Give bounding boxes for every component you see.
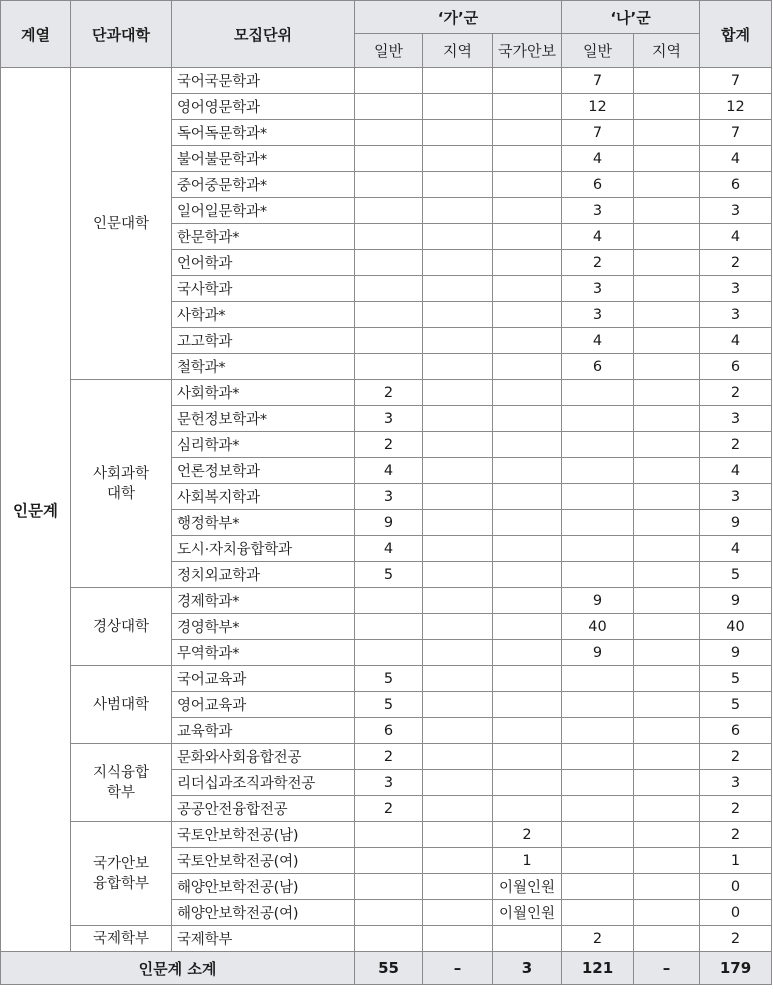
unit-cell: 경제학과* <box>172 588 355 614</box>
college-cell <box>71 926 172 952</box>
header-unit: 모집단위 <box>172 1 355 68</box>
unit-cell: 한문학과* <box>172 224 355 250</box>
unit-cell: 사학과* <box>172 302 355 328</box>
total-cell: 9 <box>700 510 772 536</box>
ga-general-cell: 4 <box>355 458 423 484</box>
unit-cell: 사회학과* <box>172 380 355 406</box>
total-cell: 4 <box>700 458 772 484</box>
ga-general-cell <box>355 146 423 172</box>
na-region-cell <box>634 354 700 380</box>
total-cell: 2 <box>700 744 772 770</box>
na-region-cell <box>634 796 700 822</box>
ga-region-cell <box>423 666 493 692</box>
ga-general-cell: 5 <box>355 666 423 692</box>
unit-cell: 불어불문학과* <box>172 146 355 172</box>
ga-security-cell <box>493 666 562 692</box>
college-name-line: 사회과학 <box>92 465 150 482</box>
ga-region-cell <box>423 640 493 666</box>
ga-region-cell <box>423 224 493 250</box>
na-general-cell: 3 <box>562 302 634 328</box>
unit-cell: 사회복지학과 <box>172 484 355 510</box>
na-region-cell <box>634 510 700 536</box>
ga-security-cell <box>493 692 562 718</box>
na-region-cell <box>634 94 700 120</box>
ga-general-cell <box>355 224 423 250</box>
ga-region-cell <box>423 250 493 276</box>
total-cell: 5 <box>700 562 772 588</box>
total-cell: 5 <box>700 692 772 718</box>
ga-security-cell <box>493 94 562 120</box>
unit-cell: 문헌정보학과* <box>172 406 355 432</box>
na-region-cell <box>634 926 700 952</box>
unit-cell: 국토안보학전공(남) <box>172 822 355 848</box>
unit-cell: 철학과* <box>172 354 355 380</box>
na-region-cell <box>634 562 700 588</box>
na-region-cell <box>634 198 700 224</box>
header-college: 단과대학 <box>71 1 172 68</box>
ga-security-cell <box>493 68 562 94</box>
table-row <box>1 744 772 770</box>
na-region-cell <box>634 484 700 510</box>
unit-cell: 국제학부 <box>172 926 355 952</box>
unit-cell: 해양안보학전공(남) <box>172 874 355 900</box>
ga-region-cell <box>423 484 493 510</box>
ga-general-cell <box>355 874 423 900</box>
ga-general-cell: 4 <box>355 536 423 562</box>
total-cell: 1 <box>700 848 772 874</box>
na-region-cell <box>634 588 700 614</box>
table-row <box>1 926 772 952</box>
ga-region-cell <box>423 68 493 94</box>
ga-region-cell <box>423 900 493 926</box>
college-name-line: 융합학부 <box>92 875 150 892</box>
na-general-cell <box>562 744 634 770</box>
ga-general-cell: 2 <box>355 744 423 770</box>
na-region-cell <box>634 328 700 354</box>
subtotal-label: 인문계 소계 <box>1 952 355 985</box>
unit-cell: 경영학부* <box>172 614 355 640</box>
header-ga-general: 일반 <box>355 34 423 68</box>
ga-security-cell <box>493 198 562 224</box>
na-region-cell <box>634 640 700 666</box>
total-cell: 2 <box>700 250 772 276</box>
na-region-cell <box>634 692 700 718</box>
na-general-cell <box>562 484 634 510</box>
ga-region-cell <box>423 874 493 900</box>
ga-general-cell <box>355 588 423 614</box>
ga-region-cell <box>423 744 493 770</box>
ga-general-cell: 5 <box>355 562 423 588</box>
ga-region-cell <box>423 302 493 328</box>
na-general-cell: 2 <box>562 250 634 276</box>
unit-cell: 국어국문학과 <box>172 68 355 94</box>
ga-general-cell <box>355 328 423 354</box>
subtotal-na-region: – <box>634 952 700 985</box>
total-cell: 4 <box>700 536 772 562</box>
table-body <box>1 68 772 952</box>
ga-general-cell: 5 <box>355 692 423 718</box>
subtotal-row <box>1 952 772 985</box>
college-cell <box>71 588 172 666</box>
ga-security-cell <box>493 328 562 354</box>
na-general-cell <box>562 380 634 406</box>
na-general-cell: 7 <box>562 68 634 94</box>
college-name-line: 대학 <box>106 485 135 502</box>
na-region-cell <box>634 848 700 874</box>
ga-security-cell <box>493 380 562 406</box>
total-cell: 2 <box>700 822 772 848</box>
ga-general-cell <box>355 120 423 146</box>
na-region-cell <box>634 432 700 458</box>
unit-cell: 행정학부* <box>172 510 355 536</box>
ga-general-cell: 2 <box>355 796 423 822</box>
na-region-cell <box>634 770 700 796</box>
college-name-line: 지식융합 <box>92 764 150 781</box>
total-cell: 4 <box>700 328 772 354</box>
ga-security-cell <box>493 120 562 146</box>
college-name-line: 사범대학 <box>92 696 150 713</box>
na-region-cell <box>634 172 700 198</box>
ga-region-cell <box>423 328 493 354</box>
header-total: 합계 <box>700 1 772 68</box>
subtotal-ga-region: – <box>423 952 493 985</box>
ga-general-cell <box>355 276 423 302</box>
na-general-cell <box>562 874 634 900</box>
na-general-cell <box>562 822 634 848</box>
ga-security-cell <box>493 510 562 536</box>
ga-general-cell <box>355 68 423 94</box>
total-cell: 3 <box>700 302 772 328</box>
ga-general-cell <box>355 250 423 276</box>
ga-security-cell: 이월인원 <box>493 900 562 926</box>
ga-region-cell <box>423 276 493 302</box>
table-row <box>1 68 772 94</box>
table-row <box>1 822 772 848</box>
total-cell: 2 <box>700 796 772 822</box>
na-general-cell: 3 <box>562 276 634 302</box>
header-group-ga: ‘가’군 <box>355 1 562 34</box>
na-general-cell <box>562 458 634 484</box>
unit-cell: 심리학과* <box>172 432 355 458</box>
ga-security-cell <box>493 718 562 744</box>
ga-region-cell <box>423 458 493 484</box>
total-cell: 4 <box>700 146 772 172</box>
total-cell: 12 <box>700 94 772 120</box>
total-cell: 6 <box>700 354 772 380</box>
ga-region-cell <box>423 94 493 120</box>
na-general-cell <box>562 692 634 718</box>
na-region-cell <box>634 68 700 94</box>
ga-general-cell <box>355 198 423 224</box>
ga-security-cell <box>493 926 562 952</box>
unit-cell: 영어영문학과 <box>172 94 355 120</box>
na-general-cell <box>562 770 634 796</box>
ga-region-cell <box>423 588 493 614</box>
unit-cell: 도시·자치융합학과 <box>172 536 355 562</box>
unit-cell: 일어일문학과* <box>172 198 355 224</box>
ga-security-cell <box>493 224 562 250</box>
ga-region-cell <box>423 146 493 172</box>
na-region-cell <box>634 276 700 302</box>
ga-region-cell <box>423 510 493 536</box>
ga-region-cell <box>423 614 493 640</box>
unit-cell: 언론정보학과 <box>172 458 355 484</box>
header-group-na: ‘나’군 <box>562 1 700 34</box>
unit-cell: 국사학과 <box>172 276 355 302</box>
ga-general-cell: 3 <box>355 406 423 432</box>
subtotal-na-general: 121 <box>562 952 634 985</box>
unit-cell: 공공안전융합전공 <box>172 796 355 822</box>
college-cell <box>71 822 172 926</box>
unit-cell: 정치외교학과 <box>172 562 355 588</box>
total-cell: 3 <box>700 770 772 796</box>
ga-security-cell <box>493 770 562 796</box>
na-region-cell <box>634 120 700 146</box>
ga-region-cell <box>423 198 493 224</box>
na-region-cell <box>634 744 700 770</box>
subtotal-ga-security: 3 <box>493 952 562 985</box>
ga-security-cell: 1 <box>493 848 562 874</box>
ga-region-cell <box>423 796 493 822</box>
college-name-line: 경상대학 <box>92 618 150 635</box>
total-cell: 7 <box>700 120 772 146</box>
na-general-cell <box>562 796 634 822</box>
unit-cell: 문화와사회융합전공 <box>172 744 355 770</box>
ga-general-cell <box>355 302 423 328</box>
ga-general-cell <box>355 640 423 666</box>
header-na-region: 지역 <box>634 34 700 68</box>
na-general-cell: 40 <box>562 614 634 640</box>
ga-region-cell <box>423 926 493 952</box>
na-general-cell <box>562 510 634 536</box>
na-general-cell: 4 <box>562 224 634 250</box>
na-region-cell <box>634 536 700 562</box>
unit-cell: 교육학과 <box>172 718 355 744</box>
ga-security-cell <box>493 406 562 432</box>
unit-cell: 독어독문학과* <box>172 120 355 146</box>
na-general-cell: 3 <box>562 198 634 224</box>
na-general-cell <box>562 432 634 458</box>
na-general-cell <box>562 848 634 874</box>
subtotal-total: 179 <box>700 952 772 985</box>
ga-general-cell <box>355 354 423 380</box>
ga-security-cell <box>493 354 562 380</box>
header-row-top <box>1 1 772 34</box>
ga-security-cell <box>493 146 562 172</box>
total-cell: 6 <box>700 172 772 198</box>
total-cell: 7 <box>700 68 772 94</box>
na-general-cell <box>562 562 634 588</box>
na-region-cell <box>634 822 700 848</box>
unit-cell: 해양안보학전공(여) <box>172 900 355 926</box>
na-general-cell <box>562 536 634 562</box>
na-region-cell <box>634 900 700 926</box>
ga-security-cell <box>493 562 562 588</box>
ga-security-cell <box>493 172 562 198</box>
na-general-cell <box>562 718 634 744</box>
ga-region-cell <box>423 822 493 848</box>
na-general-cell: 9 <box>562 640 634 666</box>
ga-general-cell <box>355 94 423 120</box>
ga-general-cell <box>355 900 423 926</box>
ga-security-cell: 2 <box>493 822 562 848</box>
unit-cell: 무역학과* <box>172 640 355 666</box>
ga-general-cell <box>355 848 423 874</box>
table-row <box>1 380 772 406</box>
total-cell: 3 <box>700 484 772 510</box>
ga-general-cell <box>355 822 423 848</box>
ga-security-cell <box>493 640 562 666</box>
na-region-cell <box>634 718 700 744</box>
unit-cell: 영어교육과 <box>172 692 355 718</box>
total-cell: 9 <box>700 640 772 666</box>
ga-region-cell <box>423 432 493 458</box>
total-cell: 0 <box>700 874 772 900</box>
na-general-cell <box>562 900 634 926</box>
ga-general-cell <box>355 614 423 640</box>
na-region-cell <box>634 666 700 692</box>
na-region-cell <box>634 146 700 172</box>
ga-general-cell: 9 <box>355 510 423 536</box>
college-name-line: 국제학부 <box>92 930 150 947</box>
ga-security-cell <box>493 484 562 510</box>
na-general-cell: 12 <box>562 94 634 120</box>
table-row <box>1 588 772 614</box>
total-cell: 6 <box>700 718 772 744</box>
na-region-cell <box>634 458 700 484</box>
na-region-cell <box>634 874 700 900</box>
ga-region-cell <box>423 848 493 874</box>
total-cell: 2 <box>700 432 772 458</box>
total-cell: 3 <box>700 406 772 432</box>
na-general-cell <box>562 406 634 432</box>
na-region-cell <box>634 406 700 432</box>
ga-region-cell <box>423 562 493 588</box>
header-ga-security: 국가안보 <box>493 34 562 68</box>
subtotal-ga-general: 55 <box>355 952 423 985</box>
header-category: 계열 <box>1 1 71 68</box>
na-general-cell: 6 <box>562 354 634 380</box>
ga-security-cell <box>493 536 562 562</box>
total-cell: 40 <box>700 614 772 640</box>
ga-general-cell <box>355 926 423 952</box>
unit-cell: 언어학과 <box>172 250 355 276</box>
total-cell: 3 <box>700 198 772 224</box>
ga-region-cell <box>423 692 493 718</box>
unit-cell: 중어중문학과* <box>172 172 355 198</box>
na-region-cell <box>634 302 700 328</box>
na-region-cell <box>634 614 700 640</box>
total-cell: 2 <box>700 380 772 406</box>
total-cell: 3 <box>700 276 772 302</box>
unit-cell: 리더십과조직과학전공 <box>172 770 355 796</box>
college-name-line: 학부 <box>106 784 135 801</box>
college-cell <box>71 666 172 744</box>
ga-security-cell: 이월인원 <box>493 874 562 900</box>
college-name-line: 인문대학 <box>92 215 150 232</box>
ga-security-cell <box>493 458 562 484</box>
college-cell <box>71 68 172 380</box>
ga-region-cell <box>423 354 493 380</box>
ga-general-cell: 2 <box>355 432 423 458</box>
total-cell: 5 <box>700 666 772 692</box>
ga-region-cell <box>423 718 493 744</box>
na-general-cell: 4 <box>562 328 634 354</box>
ga-general-cell <box>355 172 423 198</box>
header-na-general: 일반 <box>562 34 634 68</box>
header-ga-region: 지역 <box>423 34 493 68</box>
na-general-cell: 2 <box>562 926 634 952</box>
college-name-line: 국가안보 <box>92 855 150 872</box>
total-cell: 9 <box>700 588 772 614</box>
na-general-cell: 6 <box>562 172 634 198</box>
na-region-cell <box>634 380 700 406</box>
table-row <box>1 666 772 692</box>
unit-cell: 국어교육과 <box>172 666 355 692</box>
ga-region-cell <box>423 380 493 406</box>
na-general-cell: 9 <box>562 588 634 614</box>
ga-region-cell <box>423 536 493 562</box>
na-region-cell <box>634 250 700 276</box>
ga-security-cell <box>493 744 562 770</box>
ga-general-cell: 2 <box>355 380 423 406</box>
unit-cell: 고고학과 <box>172 328 355 354</box>
total-cell: 4 <box>700 224 772 250</box>
ga-region-cell <box>423 120 493 146</box>
ga-security-cell <box>493 588 562 614</box>
ga-security-cell <box>493 614 562 640</box>
ga-region-cell <box>423 406 493 432</box>
category-cell: 인문계 <box>1 68 71 952</box>
total-cell: 0 <box>700 900 772 926</box>
ga-security-cell <box>493 432 562 458</box>
ga-region-cell <box>423 172 493 198</box>
na-region-cell <box>634 224 700 250</box>
ga-security-cell <box>493 302 562 328</box>
na-general-cell <box>562 666 634 692</box>
college-cell <box>71 380 172 588</box>
ga-general-cell: 3 <box>355 484 423 510</box>
na-general-cell: 7 <box>562 120 634 146</box>
unit-cell: 국토안보학전공(여) <box>172 848 355 874</box>
ga-region-cell <box>423 770 493 796</box>
ga-security-cell <box>493 250 562 276</box>
ga-security-cell <box>493 796 562 822</box>
na-general-cell: 4 <box>562 146 634 172</box>
ga-security-cell <box>493 276 562 302</box>
ga-general-cell: 3 <box>355 770 423 796</box>
ga-general-cell: 6 <box>355 718 423 744</box>
total-cell: 2 <box>700 926 772 952</box>
college-cell <box>71 744 172 822</box>
